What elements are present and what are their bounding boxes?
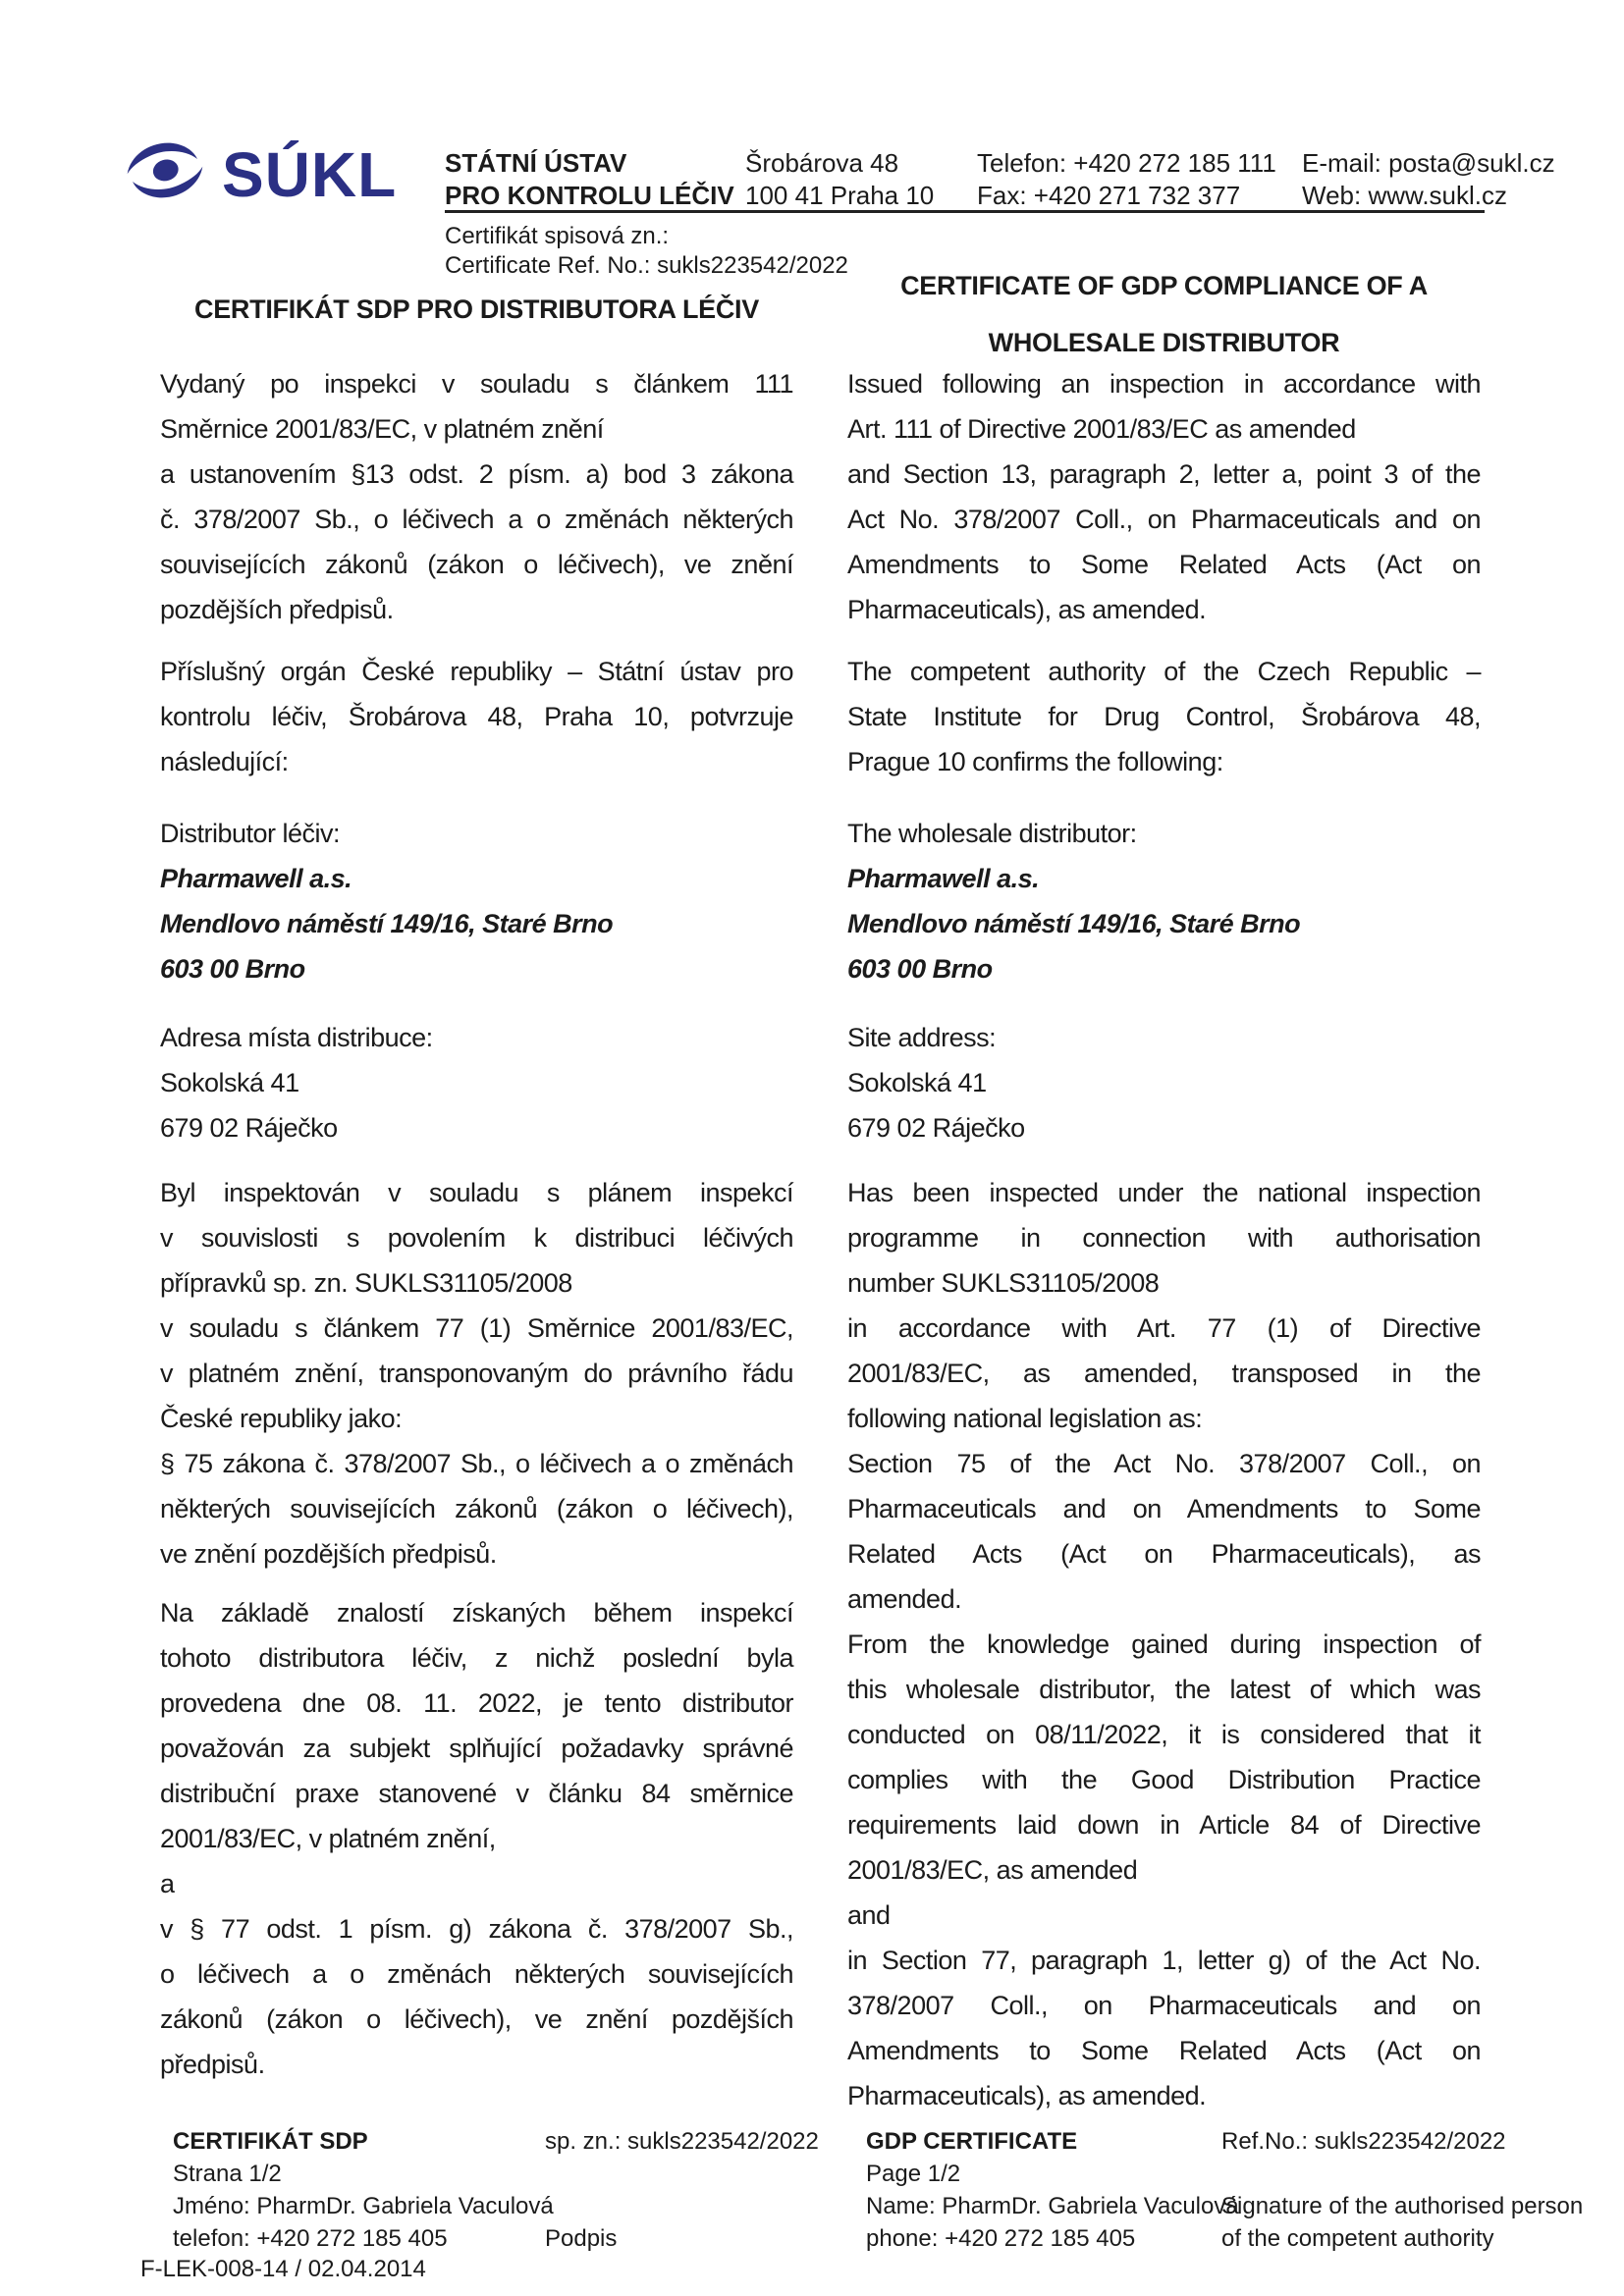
text-line: pozdějších předpisů. [160, 595, 394, 624]
paragraph [847, 1170, 1481, 1622]
text-line: in accordance with Art. 77 (1) of Directive [847, 1313, 1481, 1343]
text-line: Pharmawell a.s. [160, 864, 352, 893]
paragraph [160, 1590, 793, 2087]
title-english-line2: WHOLESALE DISTRIBUTOR [988, 328, 1340, 357]
text-line: tohoto distributora léčiv, z nichž poslední byla [160, 1643, 793, 1673]
sukl-logo [120, 137, 398, 210]
text-line: o léčivech a o změnách některých souvisejících [160, 1959, 793, 1989]
text-line: Related Acts (Act on Pharmaceuticals), as [847, 1539, 1481, 1569]
text-line: č. 378/2007 Sb., o léčivech a o změnách některých [160, 505, 793, 534]
text-line: 2001/83/EC, as amended [847, 1855, 1138, 1885]
paragraph [160, 361, 793, 632]
certificate-reference-block [445, 222, 848, 281]
text-line: Issued following an inspection in accordance with [847, 369, 1481, 399]
text-line: Distributor léčiv: [160, 819, 341, 848]
paragraph [847, 1622, 1481, 2118]
paragraph [160, 1015, 793, 1150]
text-line: 603 00 Brno [847, 954, 993, 984]
text-line: Byl inspektován v souladu s plánem inspekcí [160, 1178, 793, 1207]
footer-title-english: GDP CERTIFICATE [866, 2128, 1078, 2155]
footer-spacer [545, 2158, 866, 2190]
paragraph [160, 649, 793, 784]
footer-ref-czech: sp. zn.: sukls223542/2022 [545, 2128, 819, 2155]
text-line: 2001/83/EC, as amended, transposed in the [847, 1359, 1481, 1388]
text-line: 378/2007 Coll., on Pharmaceuticals and on [847, 1991, 1481, 2020]
institution-name [445, 147, 734, 212]
footer-name-czech: Jméno: PharmDr. Gabriela Vaculová [173, 2193, 554, 2219]
text-line: this wholesale distributor, the latest of which was [847, 1675, 1481, 1704]
institution-web: Web: www.sukl.cz [1302, 181, 1508, 210]
text-line: 679 02 Ráječko [160, 1113, 338, 1143]
text-line: programme in connection with authorisation [847, 1223, 1481, 1253]
paragraph [847, 811, 1481, 991]
text-line: souvisejících zákonů (zákon o léčivech), ve znění [160, 550, 793, 579]
text-line: following national legislation as: [847, 1404, 1203, 1433]
text-line: Mendlovo náměstí 149/16, Staré Brno [847, 909, 1301, 938]
text-line: requirements laid down in Article 84 of Directive [847, 1810, 1481, 1840]
text-line: Na základě znalostí získaných během inspekcí [160, 1598, 793, 1628]
text-line: Příslušný orgán České republiky – Státní ústav pro [160, 657, 793, 686]
text-line: 603 00 Brno [160, 954, 305, 984]
text-line: Pharmaceuticals and on Amendments to Some [847, 1494, 1481, 1523]
institution-name-line1: STÁTNÍ ÚSTAV [445, 148, 627, 178]
title-english-line1: CERTIFICATE OF GDP COMPLIANCE OF A [900, 271, 1428, 300]
text-line: Vydaný po inspekci v souladu s článkem 111 [160, 369, 793, 399]
text-line: Adresa místa distribuce: [160, 1023, 433, 1052]
certificate-ref-number: Certificate Ref. No.: sukls223542/2022 [445, 252, 848, 279]
footer-name-english: Name: PharmDr. Gabriela Vaculová [866, 2193, 1239, 2219]
text-line: v souladu s článkem 77 (1) Směrnice 2001/83/EC, [160, 1313, 793, 1343]
text-line: distribuční praxe stanovené v článku 84 směrnice [160, 1779, 793, 1808]
text-line: and [847, 1900, 891, 1930]
footer-spacer [1221, 2158, 1600, 2190]
text-line: conducted on 08/11/2022, it is considered that it [847, 1720, 1481, 1749]
text-line: Pharmaceuticals), as amended. [847, 2081, 1207, 2110]
text-line: a [160, 1869, 175, 1898]
paragraph [847, 649, 1481, 784]
text-line: v § 77 odst. 1 písm. g) zákona č. 378/2007 Sb., [160, 1914, 793, 1944]
title-czech: CERTIFIKÁT SDP PRO DISTRIBUTORA LÉČIV [194, 294, 759, 324]
paragraph [847, 1015, 1481, 1150]
text-line: Pharmawell a.s. [847, 864, 1040, 893]
footer-page-english: Page 1/2 [866, 2161, 961, 2187]
text-line: Prague 10 confirms the following: [847, 747, 1223, 776]
sukl-eye-icon [120, 137, 210, 206]
institution-fax: Fax: +420 271 732 377 [977, 181, 1241, 210]
text-line: některých souvisejících zákonů (zákon o léčivech), [160, 1494, 793, 1523]
text-line: v souvislosti s povolením k distribuci léčivých [160, 1223, 793, 1253]
footer [173, 2125, 1600, 2255]
text-line: Art. 111 of Directive 2001/83/EC as amended [847, 414, 1356, 444]
institution-address [745, 147, 934, 212]
text-line: The wholesale distributor: [847, 819, 1137, 848]
text-line: předpisů. [160, 2050, 265, 2079]
institution-street: Šrobárova 48 [745, 148, 899, 178]
text-line: Amendments to Some Related Acts (Act on [847, 550, 1481, 579]
text-line: 2001/83/EC, v platném znění, [160, 1824, 496, 1853]
institution-phone-fax [977, 147, 1276, 212]
footer-spacer [545, 2190, 866, 2222]
institution-phone: Telefon: +420 272 185 111 [977, 148, 1276, 178]
paragraph [160, 811, 793, 991]
text-line: provedena dne 08. 11. 2022, je tento distributor [160, 1688, 793, 1718]
text-line: State Institute for Drug Control, Šrobárova 48, [847, 702, 1481, 731]
text-line: Site address: [847, 1023, 997, 1052]
text-line: number SUKLS31105/2008 [847, 1268, 1160, 1298]
text-line: kontrolu léčiv, Šrobárova 48, Praha 10, potvrzuje [160, 702, 793, 731]
text-line: Amendments to Some Related Acts (Act on [847, 2036, 1481, 2065]
text-line: 679 02 Ráječko [847, 1113, 1025, 1143]
text-line: and Section 13, paragraph 2, letter a, point 3 of the [847, 459, 1481, 489]
text-line: Sokolská 41 [160, 1068, 299, 1097]
header-divider [445, 210, 1485, 213]
text-line: From the knowledge gained during inspection of [847, 1629, 1481, 1659]
text-line: následující: [160, 747, 289, 776]
text-line: § 75 zákona č. 378/2007 Sb., o léčivech a o změnách [160, 1449, 793, 1478]
sukl-wordmark: SÚKL [222, 139, 398, 210]
column-english [847, 361, 1481, 2118]
footer-page-czech: Strana 1/2 [173, 2161, 282, 2187]
certificate-ref-label-cz: Certifikát spisová zn.: [445, 223, 670, 249]
institution-city: 100 41 Praha 10 [745, 181, 935, 210]
footer-phone-czech: telefon: +420 272 185 405 [173, 2225, 448, 2252]
footer-ref-english: Ref.No.: sukls223542/2022 [1221, 2128, 1506, 2155]
form-code: F-LEK-008-14 / 02.04.2014 [140, 2256, 426, 2282]
text-line: complies with the Good Distribution Practice [847, 1765, 1481, 1794]
footer-signature-label-czech: Podpis [545, 2225, 618, 2252]
text-line: ve znění pozdějších předpisů. [160, 1539, 497, 1569]
institution-email-web [1302, 147, 1555, 212]
text-line: považován za subjekt splňující požadavky správné [160, 1734, 793, 1763]
title-english [847, 257, 1481, 371]
text-line: Sokolská 41 [847, 1068, 987, 1097]
institution-email: E-mail: posta@sukl.cz [1302, 148, 1555, 178]
paragraph [160, 1170, 793, 1576]
text-line: amended. [847, 1584, 962, 1614]
text-line: přípravků sp. zn. SUKLS31105/2008 [160, 1268, 572, 1298]
text-line: Has been inspected under the national inspection [847, 1178, 1481, 1207]
text-line: České republiky jako: [160, 1404, 403, 1433]
text-line: a ustanovením §13 odst. 2 písm. a) bod 3 zákona [160, 459, 793, 489]
text-line: v platném znění, transponovaným do právního řádu [160, 1359, 793, 1388]
text-line: Směrnice 2001/83/EC, v platném znění [160, 414, 604, 444]
column-czech [160, 361, 793, 2087]
text-line: Mendlovo náměstí 149/16, Staré Brno [160, 909, 614, 938]
text-line: Section 75 of the Act No. 378/2007 Coll., on [847, 1449, 1481, 1478]
footer-signature-label-line2: of the competent authority [1221, 2225, 1494, 2252]
paragraph [847, 361, 1481, 632]
text-line: The competent authority of the Czech Republic – [847, 657, 1481, 686]
footer-signature-label-line1: Signature of the authorised person [1221, 2193, 1584, 2219]
footer-phone-english: phone: +420 272 185 405 [866, 2225, 1136, 2252]
footer-title-czech: CERTIFIKÁT SDP [173, 2128, 368, 2155]
text-line: in Section 77, paragraph 1, letter g) of the Act No. [847, 1946, 1481, 1975]
institution-name-line2: PRO KONTROLU LÉČIV [445, 181, 734, 210]
text-line: Pharmaceuticals), as amended. [847, 595, 1207, 624]
text-line: zákonů (zákon o léčivech), ve znění pozdějších [160, 2004, 793, 2034]
text-line: Act No. 378/2007 Coll., on Pharmaceuticals and on [847, 505, 1481, 534]
